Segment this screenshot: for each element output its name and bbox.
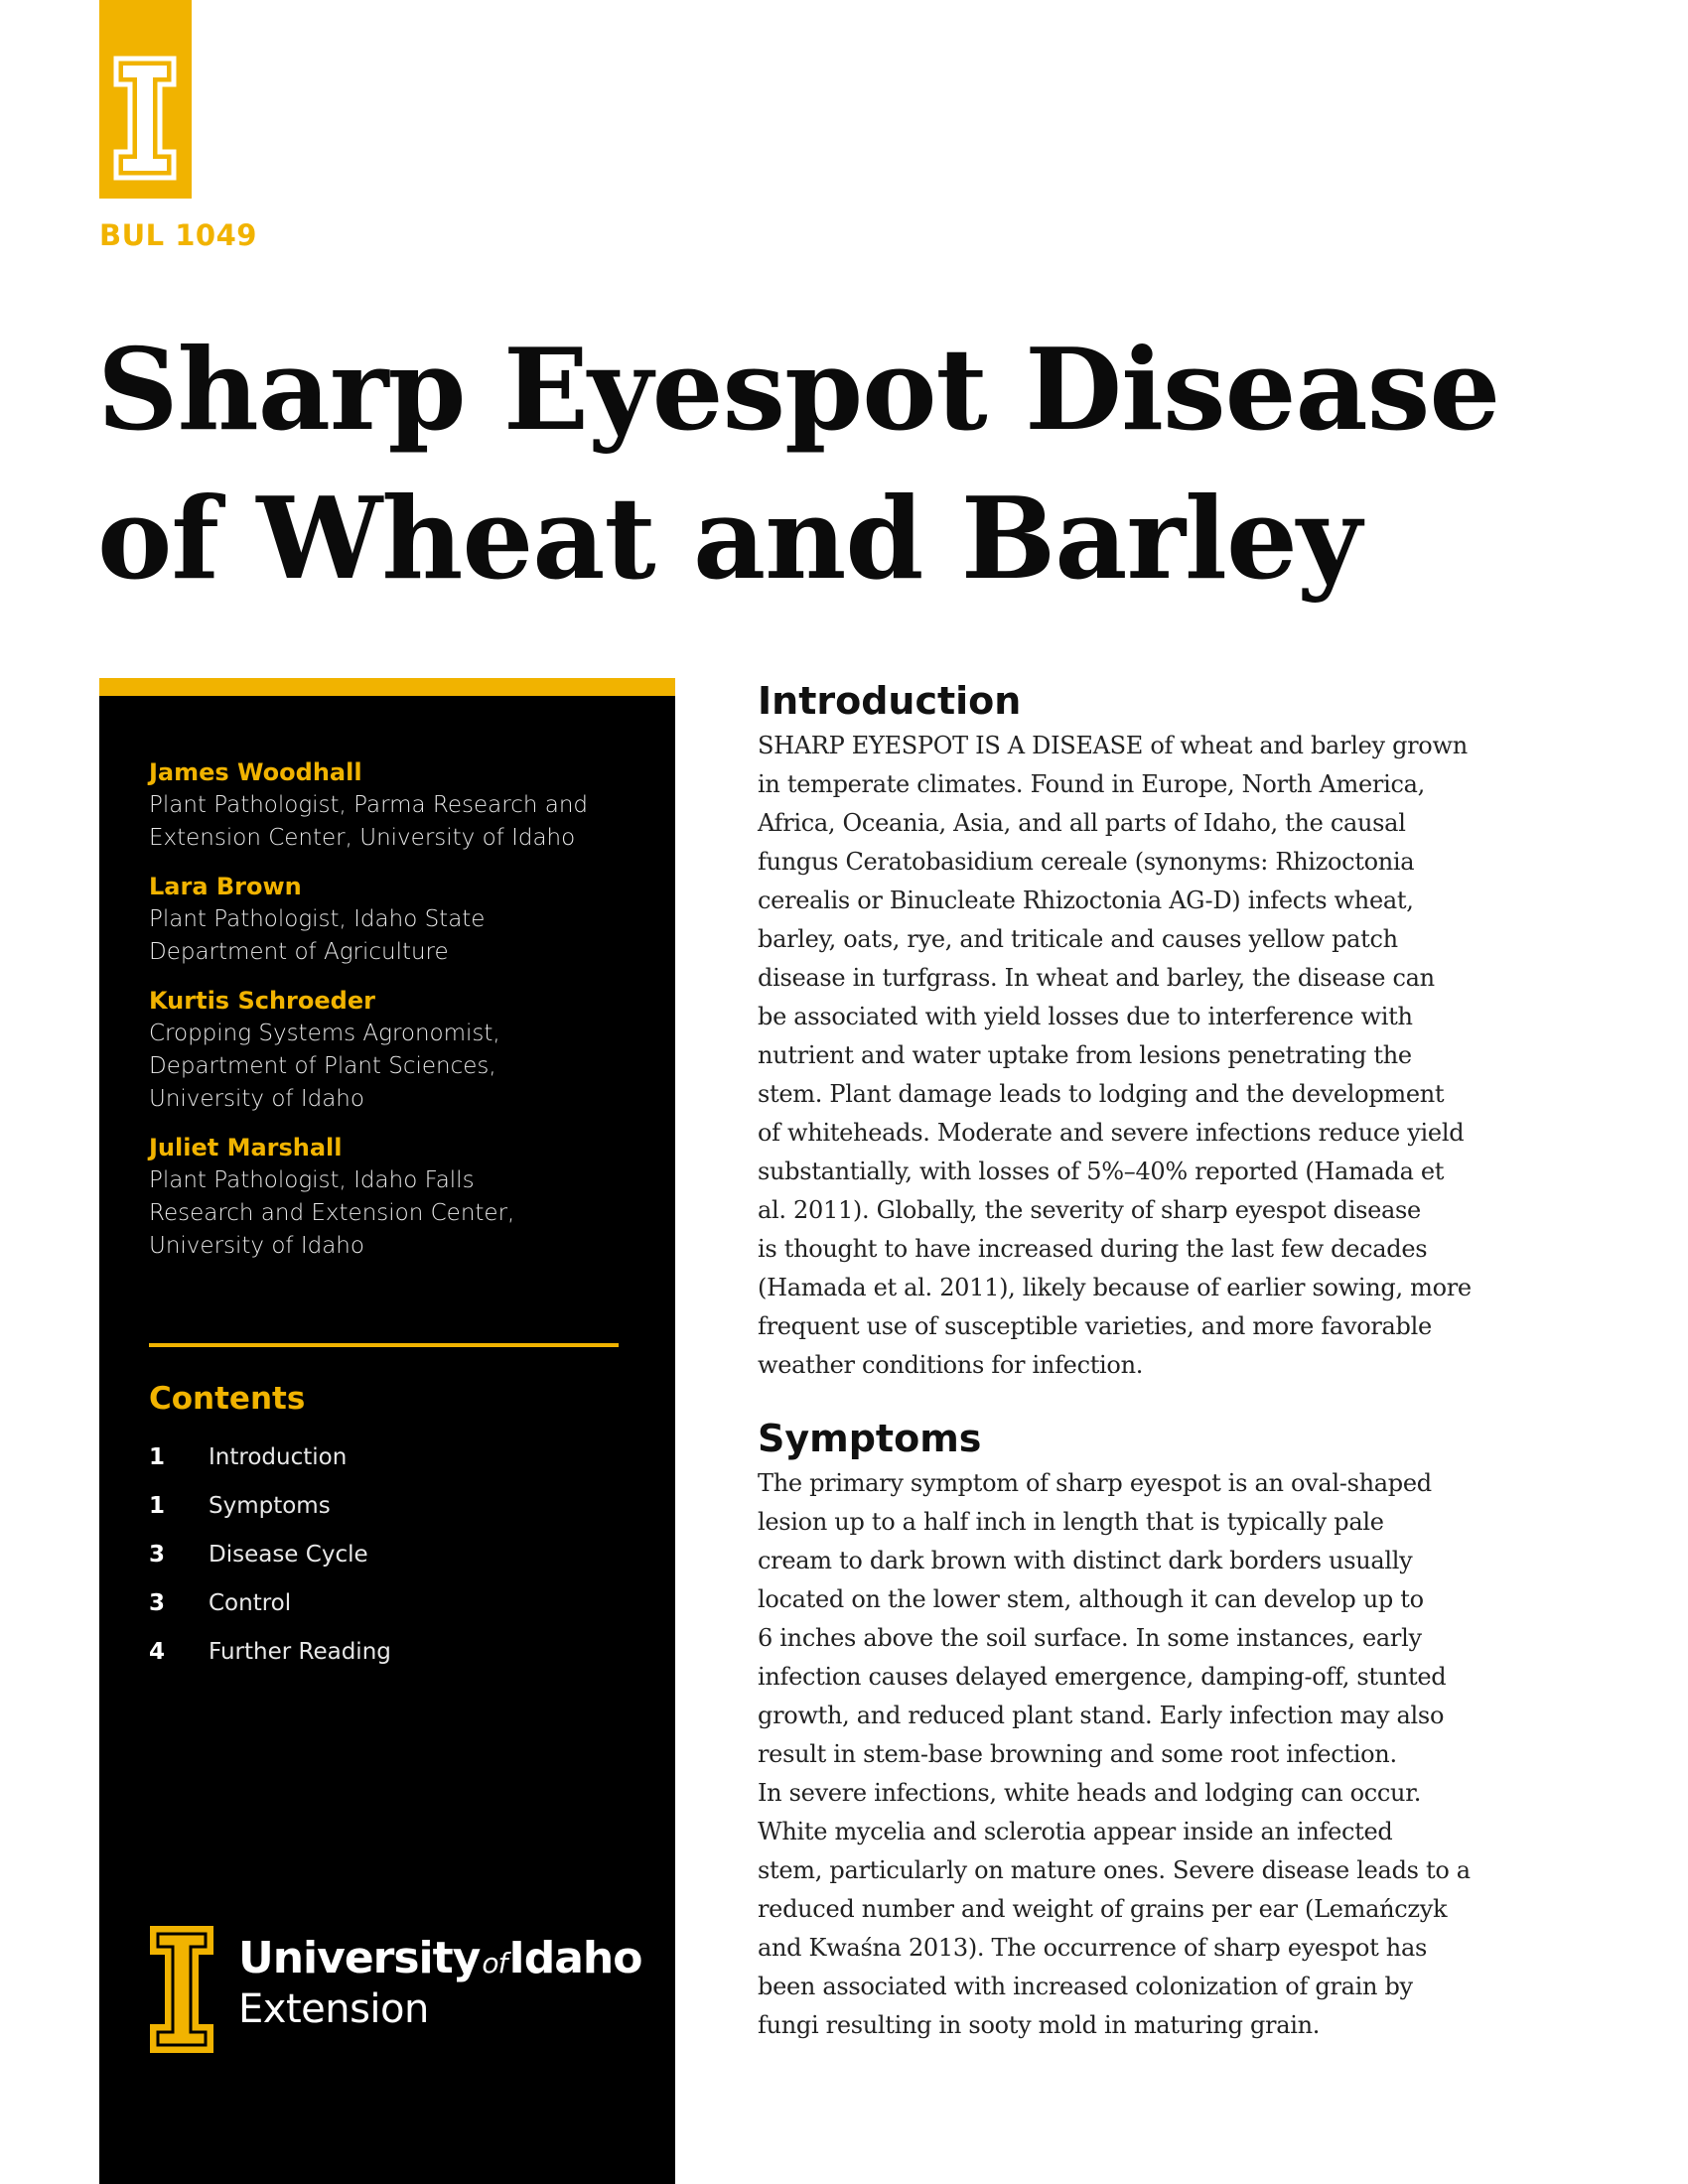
text-line: located on the lower stem, although it can develop up to <box>758 1585 1424 1613</box>
toc-page-number: 4 <box>149 1638 166 1665</box>
text-line: The primary symptom of sharp eyespot is an oval-shaped <box>758 1469 1432 1497</box>
author-role: Cropping Systems Agronomist, <box>149 1021 500 1046</box>
toc-item-symptoms[interactable] <box>149 1481 606 1530</box>
text-line: infection causes delayed emergence, damping-off, stunted <box>758 1663 1447 1691</box>
university-extension-logo <box>147 1923 643 2062</box>
author-entry <box>149 1131 645 1263</box>
text-line: weather conditions for infection. <box>758 1351 1144 1379</box>
text-line: in temperate climates. Found in Europe, North America, <box>758 770 1425 798</box>
author-role: Plant Pathologist, Parma Research and <box>149 792 589 818</box>
author-role: Research and Extension Center, <box>149 1200 515 1226</box>
author-role: Department of Plant Sciences, <box>149 1053 496 1079</box>
text-line: lesion up to a half inch in length that is typically pale <box>758 1508 1384 1536</box>
toc-label: Symptoms <box>209 1492 331 1519</box>
introduction-heading: Introduction <box>758 679 1022 723</box>
university-i-icon <box>147 1923 216 2056</box>
wordmark-university: University <box>238 1933 481 1983</box>
author-name: Kurtis Schroeder <box>149 987 375 1015</box>
text-line: and Kwaśna 2013). The occurrence of sharp eyespot has <box>758 1934 1427 1962</box>
bulletin-number: BUL 1049 <box>99 218 257 252</box>
text-line: Africa, Oceania, Asia, and all parts of Idaho, the causal <box>758 809 1406 837</box>
text-line: al. 2011). Globally, the severity of sharp eyespot disease <box>758 1196 1421 1224</box>
text-line: cerealis or Binucleate Rhizoctonia AG-D) infects wheat, <box>758 887 1414 914</box>
text-line: is thought to have increased during the last few decades <box>758 1235 1428 1263</box>
title-line-1: Sharp Eyespot Disease <box>97 324 1500 456</box>
toc-label: Further Reading <box>209 1638 391 1665</box>
symptoms-paragraph <box>758 1464 1512 2045</box>
author-role: University of Idaho <box>149 1233 364 1259</box>
toc-label: Disease Cycle <box>209 1541 368 1568</box>
contents-heading: Contents <box>149 1381 306 1417</box>
text-line: barley, oats, rye, and triticale and causes yellow patch <box>758 925 1398 953</box>
text-line: reduced number and weight of grains per ear (Lemańczyk <box>758 1895 1448 1923</box>
top-logo-tab <box>99 0 192 199</box>
text-line: nutrient and water uptake from lesions penetrating the <box>758 1041 1412 1069</box>
author-name: James Woodhall <box>149 758 362 786</box>
author-role: Plant Pathologist, Idaho Falls <box>149 1167 475 1193</box>
text-line: cream to dark brown with distinct dark borders usually <box>758 1547 1413 1574</box>
symptoms-section <box>758 1413 1512 2045</box>
author-name: Lara Brown <box>149 873 302 900</box>
text-line: frequent use of susceptible varieties, and more favorable <box>758 1312 1432 1340</box>
text-line: be associated with yield losses due to interference with <box>758 1003 1413 1030</box>
title-line-2: of Wheat and Barley <box>97 473 1361 605</box>
author-role: Department of Agriculture <box>149 939 449 965</box>
author-list <box>149 755 645 1278</box>
wordmark-idaho: Idaho <box>508 1933 642 1983</box>
author-entry <box>149 984 645 1116</box>
author-entry <box>149 755 645 855</box>
toc-item-control[interactable] <box>149 1578 606 1627</box>
sidebar <box>99 678 675 2184</box>
sidebar-divider <box>149 1343 619 1347</box>
author-role: Extension Center, University of Idaho <box>149 825 576 851</box>
text-line: result in stem-base browning and some root infection. <box>758 1740 1397 1768</box>
toc-page-number: 3 <box>149 1589 166 1616</box>
table-of-contents <box>149 1433 606 1676</box>
wordmark-extension: Extension <box>238 1986 429 2032</box>
toc-label: Introduction <box>209 1443 348 1470</box>
toc-item-further-reading[interactable] <box>149 1627 606 1676</box>
introduction-section <box>758 675 1512 1385</box>
text-line: fungus Ceratobasidium cereale (synonyms: Rhizoctonia <box>758 848 1415 876</box>
text-line: disease in turfgrass. In wheat and barley, the disease can <box>758 964 1435 992</box>
toc-label: Control <box>209 1589 292 1616</box>
text-line: stem, particularly on mature ones. Severe disease leads to a <box>758 1856 1471 1884</box>
text-line: 6 inches above the soil surface. In some instances, early <box>758 1624 1422 1652</box>
text-line: In severe infections, white heads and lodging can occur. <box>758 1779 1422 1807</box>
toc-page-number: 1 <box>149 1492 166 1519</box>
text-line: stem. Plant damage leads to lodging and the development <box>758 1080 1445 1108</box>
text-line: White mycelia and sclerotia appear inside an infected <box>758 1818 1393 1845</box>
author-entry <box>149 870 645 969</box>
toc-page-number: 1 <box>149 1443 166 1470</box>
university-i-icon <box>112 55 178 182</box>
author-name: Juliet Marshall <box>149 1134 343 1161</box>
text-line: of whiteheads. Moderate and severe infections reduce yield <box>758 1119 1465 1147</box>
introduction-paragraph <box>758 727 1512 1385</box>
toc-item-introduction[interactable] <box>149 1433 606 1481</box>
toc-page-number: 3 <box>149 1541 166 1568</box>
text-line: substantially, with losses of 5%–40% reported (Hamada et <box>758 1158 1445 1185</box>
page-title <box>97 316 1587 614</box>
text-line: SHARP EYESPOT IS A DISEASE of wheat and barley grown <box>758 732 1468 759</box>
text-line: fungi resulting in sooty mold in maturing grain. <box>758 2011 1321 2039</box>
symptoms-heading: Symptoms <box>758 1417 982 1460</box>
wordmark-of: of <box>482 1947 507 1979</box>
text-line: (Hamada et al. 2011), likely because of earlier sowing, more <box>758 1274 1472 1301</box>
university-wordmark <box>238 1933 641 1983</box>
main-content <box>758 675 1512 2045</box>
author-role: University of Idaho <box>149 1086 364 1112</box>
text-line: been associated with increased colonization of grain by <box>758 1973 1413 2000</box>
author-role: Plant Pathologist, Idaho State <box>149 906 486 932</box>
text-line: growth, and reduced plant stand. Early infection may also <box>758 1702 1445 1729</box>
toc-item-disease-cycle[interactable] <box>149 1530 606 1578</box>
